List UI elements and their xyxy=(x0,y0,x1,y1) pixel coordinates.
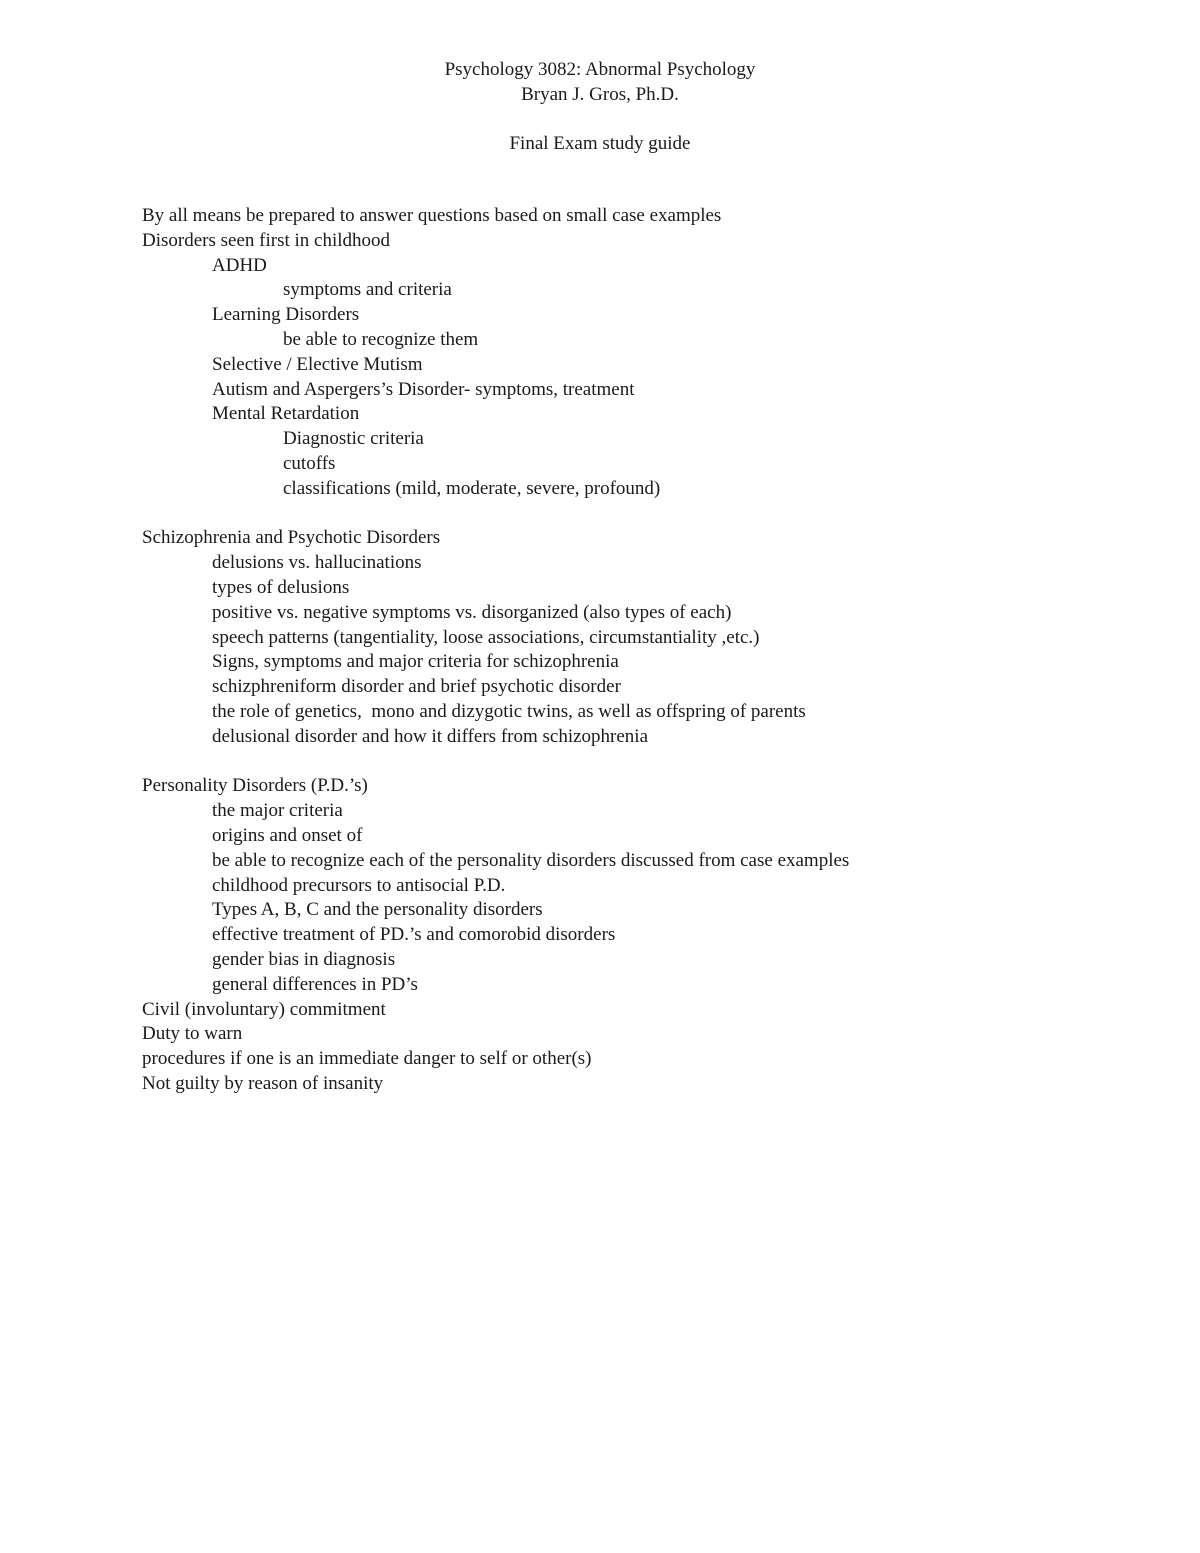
header-spacer xyxy=(0,107,1200,131)
course-title: Psychology 3082: Abnormal Psychology xyxy=(444,59,756,80)
outline-subtopic: Autism and Aspergers’s Disorder- symptoms, treatment xyxy=(212,378,635,400)
outline-detail: symptoms and criteria xyxy=(283,279,452,301)
outline-subtopic: Signs, symptoms and major criteria for schizophrenia xyxy=(212,651,619,673)
outline-section xyxy=(142,204,1142,502)
outline-subtopic: Mental Retardation xyxy=(212,403,360,425)
section-spacer xyxy=(142,502,1142,527)
outline-subtopic: the major criteria xyxy=(212,800,343,822)
outline-subtopic: ADHD xyxy=(212,254,267,276)
outline-section xyxy=(142,526,1142,749)
outline-subtopic: gender bias in diagnosis xyxy=(212,948,396,970)
outline-detail: be able to recognize them xyxy=(283,328,479,350)
outline-subtopic: positive vs. negative symptoms vs. disorganized (also types of each) xyxy=(212,601,732,623)
outline-subtopic: schizphreniform disorder and brief psychotic disorder xyxy=(212,676,621,698)
outline-detail: cutoffs xyxy=(283,452,336,474)
outline-topic: Duty to warn xyxy=(142,1023,243,1045)
outline-subtopic: general differences in PD’s xyxy=(212,973,418,995)
outline-topic: Personality Disorders (P.D.’s) xyxy=(142,775,368,797)
outline-subtopic: the role of genetics, mono and dizygotic twins, as well as offspring of parents xyxy=(212,700,806,722)
outline-topic: procedures if one is an immediate danger to self or other(s) xyxy=(142,1048,592,1070)
outline-subtopic: childhood precursors to antisocial P.D. xyxy=(212,874,506,896)
outline-subtopic: effective treatment of PD.’s and comorobid disorders xyxy=(212,924,616,946)
outline-topic: By all means be prepared to answer questions based on small case examples xyxy=(142,205,722,226)
outline-subtopic: speech patterns (tangentiality, loose associations, circumstantiality ,etc.) xyxy=(212,626,760,648)
outline-detail: classifications (mild, moderate, severe, profound) xyxy=(283,477,661,499)
outline-subtopic: Learning Disorders xyxy=(212,304,360,326)
outline-subtopic: delusional disorder and how it differs from schizophrenia xyxy=(212,725,649,747)
outline-topic: Civil (involuntary) commitment xyxy=(142,998,386,1020)
outline-subtopic: be able to recognize each of the personality disorders discussed from case examples xyxy=(212,849,850,871)
document-header xyxy=(0,57,1200,156)
outline-subtopic: delusions vs. hallucinations xyxy=(212,552,422,574)
outline-topic: Disorders seen first in childhood xyxy=(142,229,391,251)
study-guide-outline xyxy=(142,204,1142,1097)
outline-subtopic: Types A, B, C and the personality disorders xyxy=(212,899,543,921)
section-spacer xyxy=(142,750,1142,775)
outline-topic: Not guilty by reason of insanity xyxy=(142,1072,384,1094)
outline-subtopic: Selective / Elective Mutism xyxy=(212,353,423,375)
outline-subtopic: types of delusions xyxy=(212,576,350,598)
instructor-name: Bryan J. Gros, Ph.D. xyxy=(521,84,679,105)
document-title: Final Exam study guide xyxy=(509,133,691,154)
outline-detail: Diagnostic criteria xyxy=(283,428,424,450)
outline-topic: Schizophrenia and Psychotic Disorders xyxy=(142,527,441,549)
outline-section xyxy=(142,774,1142,1096)
outline-subtopic: origins and onset of xyxy=(212,824,363,846)
